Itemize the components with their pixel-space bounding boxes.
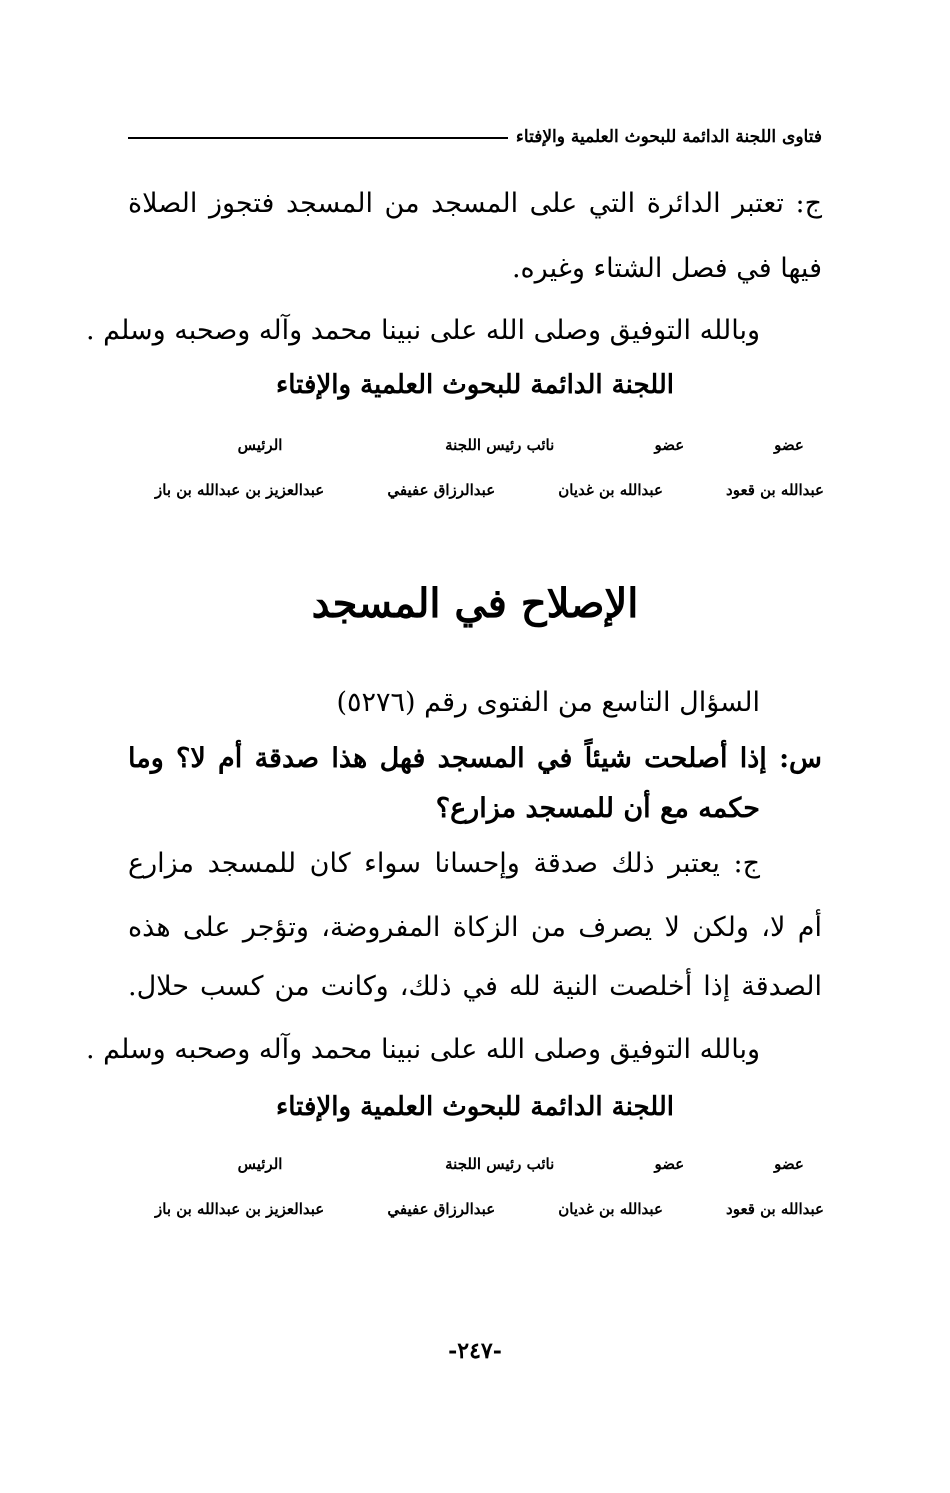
fatwa1-names-row xyxy=(155,481,824,499)
fatwa2-question-line2: حكمه مع أن للمسجد مزارع؟ xyxy=(435,793,760,824)
fatwa1-closing: وبالله التوفيق وصلى الله على نبينا محمد وآله وصحبه وسلم . xyxy=(85,315,760,346)
section-title: الإصلاح في المسجد xyxy=(311,580,639,627)
fatwa2-name-1: عبدالله بن قعود xyxy=(726,1200,824,1218)
header-rule xyxy=(128,137,508,139)
fatwa1-answer-line1: ج: تعتبر الدائرة التي على المسجد من المسجد فتجوز الصلاة xyxy=(128,188,822,219)
fatwa1-role-member-2: عضو xyxy=(654,436,685,454)
running-header xyxy=(128,117,822,147)
fatwa1-role-member-1: عضو xyxy=(774,436,804,454)
fatwa1-role-vice-chair: نائب رئيس اللجنة xyxy=(445,436,555,454)
fatwa1-answer-line2: فيها في فصل الشتاء وغيره. xyxy=(511,253,822,284)
fatwa2-answer-line2: أم لا، ولكن لا يصرف من الزكاة المفروضة، وتؤجر على هذه xyxy=(128,912,822,943)
fatwa2-role-chair: الرئيس xyxy=(237,1155,283,1173)
fatwa2-names-row xyxy=(155,1200,824,1218)
fatwa1-roles-row xyxy=(155,436,824,454)
fatwa2-name-4: عبدالعزيز بن عبدالله بن باز xyxy=(155,1200,325,1218)
fatwa2-role-member-2: عضو xyxy=(654,1155,685,1173)
fatwa2-committee-name: اللجنة الدائمة للبحوث العلمية والإفتاء xyxy=(276,1092,674,1122)
fatwa1-name-2: عبدالله بن غديان xyxy=(558,481,663,499)
fatwa1-name-4: عبدالعزيز بن عبدالله بن باز xyxy=(155,481,325,499)
fatwa1-committee-name: اللجنة الدائمة للبحوث العلمية والإفتاء xyxy=(276,370,674,400)
fatwa2-closing: وبالله التوفيق وصلى الله على نبينا محمد وآله وصحبه وسلم . xyxy=(85,1034,760,1065)
fatwa1-name-1: عبدالله بن قعود xyxy=(726,481,824,499)
fatwa1-name-3: عبدالرزاق عفيفي xyxy=(387,481,496,499)
fatwa2-name-3: عبدالرزاق عفيفي xyxy=(387,1200,496,1218)
fatwa2-question-line1: س: إذا أصلحت شيئاً في المسجد فهل هذا صدقة أم لا؟ وما xyxy=(128,743,822,774)
fatwa2-roles-row xyxy=(155,1155,824,1173)
running-header-title: فتاوى اللجنة الدائمة للبحوث العلمية والإفتاء xyxy=(515,127,822,147)
fatwa2-role-vice-chair: نائب رئيس اللجنة xyxy=(445,1155,555,1173)
fatwa2-name-2: عبدالله بن غديان xyxy=(558,1200,663,1218)
fatwa1-role-chair: الرئيس xyxy=(237,436,283,454)
page-number: -٢٤٧- xyxy=(448,1338,502,1364)
fatwa2-role-member-1: عضو xyxy=(774,1155,804,1173)
fatwa2-answer-line3: الصدقة إذا أخلصت النية لله في ذلك، وكانت من كسب حلال. xyxy=(128,971,822,1002)
fatwa2-question-number: السؤال التاسع من الفتوى رقم (٥٢٧٦) xyxy=(336,687,760,718)
fatwa2-answer-line1: ج: يعتبر ذلك صدقة وإحسانا سواء كان للمسجد مزارع xyxy=(128,848,760,879)
